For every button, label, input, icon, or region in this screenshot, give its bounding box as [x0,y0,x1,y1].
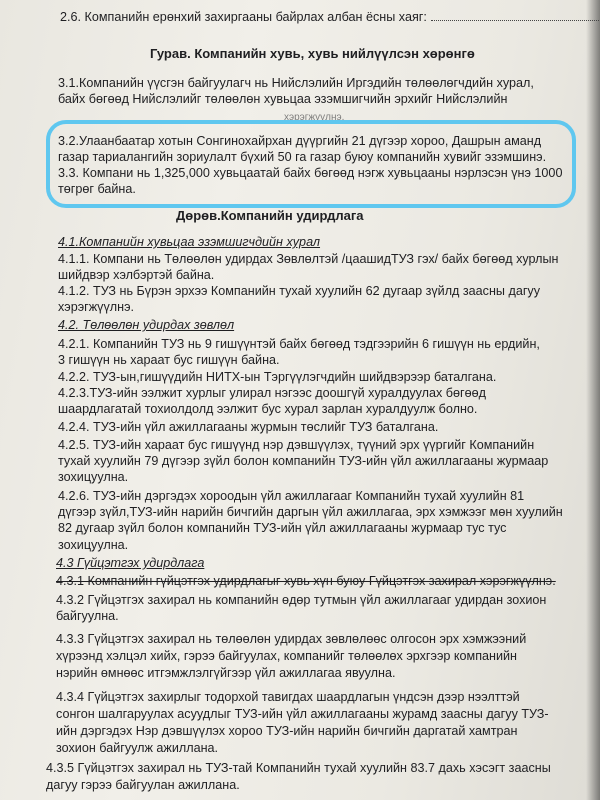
clause-3-1-line3: хэрэгжүүлнэ. [284,112,345,123]
clause-4-3-4-line2: сонгон шалгаруулах асуудлыг ТУЗ-ийн үйл ажиллагааны журамд заасны дагуу ТУЗ- [56,707,549,721]
clause-4-2-6-line4: зохицуулна. [58,538,129,552]
subsection-4-3-title: 4.3 Гүйцэтгэх удирдлага [56,556,205,570]
clause-4-2-5-line3: зохицуулна. [58,470,129,484]
clause-4-3-2-line2: байгуулна. [56,609,119,623]
clause-3-2-line1: 3.2.Улаанбаатар хотын Сонгинохайрхан дүүргийн 21 дүгээр хороо, Дашрын аманд [58,134,542,148]
clause-2-6-text: 2.6. Компанийн ерөнхий захиргааны байрлах албан ёсны хаяг: [60,10,427,24]
clause-4-2-1-line2: 3 гишүүн нь хараат бус гишүүн байна. [58,353,280,367]
clause-4-3-4-line1: 4.3.4 Гүйцэтгэх захирлыг тодорхой тавигдах шаардлагын үндсэн дээр нээлттэй [56,690,520,704]
section-3-heading: Гурав. Компанийн хувь, хувь нийлүүлсэн хөрөнгө [150,46,475,61]
clause-3-1-line1: 3.1.Компанийн үүсгэн байгуулагч нь Нийслэлийн Иргэдийн төлөөлөгчдийн хурал, [58,76,534,90]
subsection-4-1-title: 4.1.Компанийн хувьцаа эзэмшигчдийн хурал [58,235,321,249]
clause-3-3-line1: 3.3. Компани нь 1,325,000 хувьцаатай байх бөгөөд нэгж хувьцааны нэрлэсэн үнэ 1000 [58,166,563,180]
clause-4-3-3-line1: 4.3.3 Гүйцэтгэх захирал нь төлөөлөн удирдах зөвлөлөөс олгосон эрх хэмжээний [56,632,527,646]
clause-4-2-5-line1: 4.2.5. ТУЗ-ийн хараат бус гишүүнд нэр дэвшүүлэх, түүний эрх үүргийг Компанийн [58,438,535,452]
subsection-4-2-title: 4.2. Төлөөлөн удирдах зөвлөл [58,318,235,332]
clause-4-2-4: 4.2.4. ТУЗ-ийн үйл ажиллагааны журмын төслийг ТУЗ баталгана. [58,420,439,434]
page-edge-shadow [586,0,600,800]
clause-3-2-line2: газар тариалангийн зориулалт бүхий 50 га газар буюу компанийн хувийг эзэмшинэ. [58,150,547,164]
section-4-heading: Дөрөв.Компанийн удирдлага [176,208,364,223]
address-blank [431,11,600,21]
clause-4-2-3-line2: шаардлагатай тохиолдолд ээлжит бус хурал зарлан хуралдуулж болно. [58,402,478,416]
clause-4-3-5-line2: дагуу гэрээ байгуулан ажиллана. [46,778,240,792]
clause-4-2-1-line1: 4.2.1. Компанийн ТУЗ нь 9 гишүүнтэй байх бөгөөд тэдгээрийн 6 гишүүн нь ердийн, [58,337,540,351]
clause-4-1-1-line1: 4.1.1. Компани нь Төлөөлөн удирдах Зөвлөлтэй /цаашидТУЗ гэх/ байх бөгөөд хурлын [58,252,559,266]
clause-2-6 [60,10,600,25]
clause-4-3-5-line1: 4.3.5 Гүйцэтгэх захирал нь ТУЗ-тай Компанийн тухай хуулийн 83.7 дахь хэсэгт заасны [46,761,551,775]
clause-4-1-2-line2: хэрэгжүүлнэ. [58,300,134,314]
clause-4-2-6-line2: дүгээр зүйл,ТУЗ-ийн нарийн бичгийн даргын үйл ажиллагаа, эрх хэмжээг мөн хуулийн [58,505,563,519]
clause-4-2-3-line1: 4.2.3.ТУЗ-ийн ээлжит хурлыг улирал нэгээс доошгүй хуралдуулах бөгөөд [58,386,486,400]
clause-4-3-4-line3: ийн дэргэдэх Нэр дэвшүүлэх хороо ТУЗ-ийн нарийн бичгийн даргатай хамтран [56,724,518,738]
clause-4-3-4-line4: зохион байгуулж ажиллана. [56,741,219,755]
clause-4-2-2: 4.2.2. ТУЗ-ын,гишүүдийн НИТХ-ын Тэргүүлэгчдийн шийдвэрээр баталгана. [58,370,497,384]
clause-4-3-3-line3: нэрийн өмнөөс итгэмжлэлгүйгээр үйл ажиллагаа явуулна. [56,666,396,680]
clause-3-3-line2: төгрөг байна. [58,182,136,196]
clause-4-2-6-line3: 82 дугаар зүйл болон компанийн ТУЗ-ийн үйл ажиллагааны журмаар тус тус [58,521,507,535]
clause-4-2-5-line2: тухай хуулийн 79 дүгээр зүйл болон компанийн ТУЗ-ийн үйл ажиллагааны журмаар [58,454,549,468]
clause-3-1-line2: байх бөгөөд Нийслэлийг төлөөлөн хувьцаа эзэмшигчийн эрхийг Нийслэлийн [58,92,508,106]
clause-4-3-1-struck: 4.3.1 Компанийн гүйцэтгэх удирдлагыг хувь хүн буюу Гүйцэтгэх захирал хэрэгжүүлнэ. [56,574,556,588]
clause-4-2-6-line1: 4.2.6. ТУЗ-ийн дэргэдэх хороодын үйл ажиллагааг Компанийн тухай хуулийн 81 [58,489,525,503]
clause-4-3-3-line2: хүрээнд хэлцэл хийх, гэрээ байгуулах, компанийг төлөөлөх эрхгээр компанийн [56,649,517,663]
clause-4-1-1-line2: шийдвэр хэлбэртэй байна. [58,268,215,282]
clause-4-1-2-line1: 4.1.2. ТУЗ нь Бүрэн эрхээ Компанийн тухай хуулийн 62 дугаар зүйлд заасны дагуу [58,284,541,298]
clause-4-3-2-line1: 4.3.2 Гүйцэтгэх захирал нь компанийн өдөр тутмын үйл ажиллагааг удирдан зохион [56,593,547,607]
